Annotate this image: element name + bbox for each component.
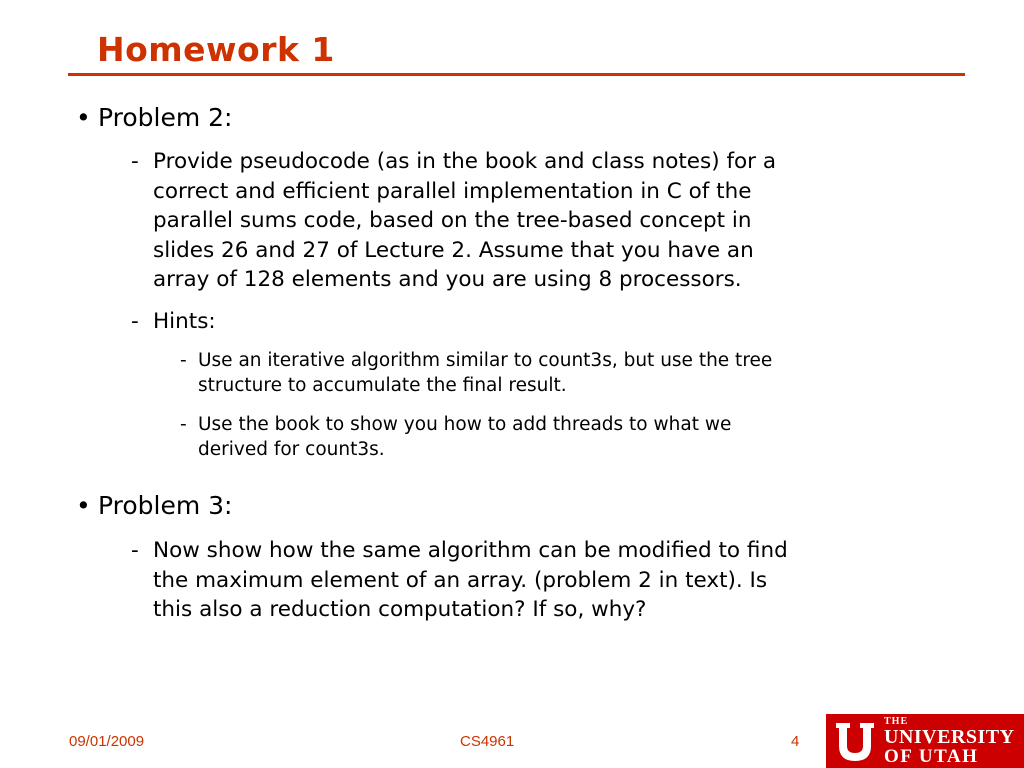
problem-2-item-1 (131, 147, 776, 295)
block-u-icon (832, 718, 878, 764)
text-line: correct and efficient parallel implementation in C of the (153, 178, 752, 204)
text-line: derived for count3s. (198, 439, 385, 460)
footer-page-number: 4 (791, 733, 800, 750)
bullet-dot: • (76, 491, 91, 520)
text-line: array of 128 elements and you are using 8 processors. (153, 267, 742, 292)
dash: - (131, 538, 139, 563)
problem-2-heading: Problem 2: (98, 103, 233, 132)
problem-3-heading: Problem 3: (98, 491, 233, 520)
text-line: Use the book to show you how to add threads to what we (198, 414, 732, 435)
text-line: Now show how the same algorithm can be modified to find (153, 538, 788, 563)
dash: - (131, 149, 139, 174)
problem-2-item-2 (131, 307, 216, 337)
problem-3-item-1 (131, 536, 788, 625)
text-line: Use an iterative algorithm similar to count3s, but use the tree (198, 350, 773, 371)
dash: - (180, 414, 187, 435)
university-of-utah-logo (826, 714, 1024, 768)
logo-university: UNIVERSITY (884, 726, 1015, 748)
slide-title: Homework 1 (97, 30, 335, 69)
bullet-dot: • (76, 103, 91, 132)
text-line: parallel sums code, based on the tree-based concept in (153, 208, 752, 233)
text-line: structure to accumulate the final result. (198, 375, 567, 396)
logo-the: THE (884, 716, 909, 727)
dash: - (131, 309, 139, 334)
hints-label: Hints: (153, 309, 216, 334)
text-line: the maximum element of an array. (problem 2 in text). Is (153, 567, 768, 593)
hint-1 (180, 348, 772, 398)
text-line: this also a reduction computation? If so, why? (153, 597, 647, 622)
hint-2 (180, 412, 731, 462)
dash: - (180, 350, 187, 371)
text-line: slides 26 and 27 of Lecture 2. Assume that you have an (153, 237, 754, 263)
bullet-problem-3 (76, 491, 233, 521)
bullet-problem-2 (76, 103, 233, 133)
footer-date: 09/01/2009 (69, 733, 145, 750)
title-underline (68, 73, 965, 76)
footer-course: CS4961 (460, 733, 515, 750)
logo-of-utah: OF UTAH (884, 746, 979, 767)
text-line: Provide pseudocode (as in the book and class notes) for a (153, 149, 777, 174)
